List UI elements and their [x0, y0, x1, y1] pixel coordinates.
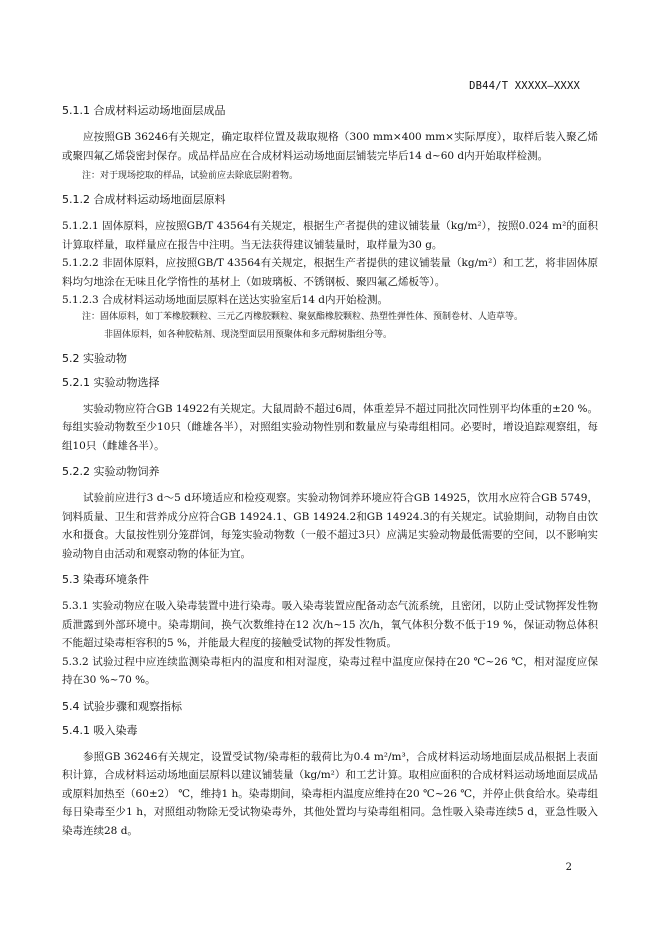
note-5-1-1: 注：对于现场挖取的样品，试验前应去除底层附着物。: [82, 171, 299, 181]
heading-5-1-2: 5.1.2 合成材料运动场地面层原料: [62, 193, 226, 206]
heading-5-4-1: 5.4.1 吸入染毒: [62, 723, 138, 737]
paragraph-5-4-1: 参照GB 36246有关规定，设置受试物/染毒柜的载荷比为0.4 m²/m³，合成材料运动场地面层成品根据上表面积计算，合成材料运动场地面层原料以建议铺装量（kg/m²）和工艺计算。取相应面积的合成材料运动场地面层成品或原料加热至（60±2） ℃，维持1 h。染毒期间，染毒柜内温度应维持在20 ℃~26 ℃，并停止供食给水。染毒组每日染毒至少1 h，对照组动物除无受试物染毒外，其他处置均与染毒组相同。急性吸入染毒连续5 d，亚急性吸入染毒连续28 d。: [62, 750, 598, 837]
heading-5-1-1: 5.1.1 合成材料运动场地面层成品: [62, 104, 226, 117]
document-id: DB44/T XXXXX—XXXX: [469, 80, 580, 92]
paragraph-5-1-2-1: 5.1.2.1 固体原料，应按照GB/T 43564有关规定，根据生产者提供的建议铺装量（kg/m²），按照0.024 m²的面积计算取样量，取样量应在报告中注明。当无法获得建议铺装量时，取样量为30 g。: [62, 220, 598, 251]
heading-5-2: 5.2 实验动物: [62, 351, 127, 365]
heading-5-3: 5.3 染毒环境条件: [62, 573, 149, 586]
paragraph-5-2-2: 试验前应进行3 d～5 d环境适应和检疫观察。实验动物饲养环境应符合GB 14925，饮用水应符合GB 5749，饲料质量、卫生和营养成分应符合GB 14924.1、GB 14924.2和GB 14924.3的有关规定。试验期间，动物自由饮水和摄食。大鼠按性别分笼群饲，每笼实验动物数（一般不超过3只）应满足实验动物最低需要的空间，以不影响实验动物自由活动和观察动物的体征为宜。: [62, 492, 598, 560]
heading-5-2-1: 5.2.1 实验动物选择: [62, 375, 160, 389]
page-number: 2: [565, 862, 572, 873]
paragraph-5-1-2-3: 5.1.2.3 合成材料运动场地面层原料在送达实验室后14 d内开始检测。: [62, 294, 388, 306]
paragraph-5-3-2: 5.3.2 试验过程中应连续监测染毒柜内的温度和相对湿度，染毒过程中温度应保持在20 ℃~26 ℃，相对湿度应保持在30 %~70 %。: [62, 655, 598, 686]
note-5-1-2-b: 非固体原料，如各种胶粘剂、现浇型面层用预聚体和多元醇树脂组分等。: [104, 329, 393, 340]
paragraph-5-1-1: 应按照GB 36246有关规定，确定取样位置及裁取规格（300 mm×400 mm×实际厚度），取样后装入聚乙烯或聚四氟乙烯袋密封保存。成品样品应在合成材料运动场地面层铺装完毕后14 d~60 d内开始取样检测。: [62, 131, 598, 162]
heading-5-4: 5.4 试验步骤和观察指标: [62, 699, 182, 713]
paragraph-5-2-1: 实验动物应符合GB 14922有关规定。大鼠周龄不超过6周，体重差异不超过同批次同性别平均体重的±20 %。每组实验动物数至少10只（雌雄各半），对照组实验动物性别和数量应与染毒组相同。必要时，增设追踪观察组，每组10只（雌雄各半）。: [62, 402, 598, 452]
note-5-1-2-a: 注：固体原料，如丁苯橡胶颗粒、三元乙丙橡胶颗粒、聚氨酯橡胶颗粒、热塑性弹性体、预制卷材、人造草等。: [82, 311, 524, 322]
paragraph-5-1-2-2: 5.1.2.2 非固体原料，应按照GB/T 43564有关规定，根据生产者提供的建议铺装量（kg/m²）和工艺，将非固体原料均匀地涂在无味且化学惰性的基材上（如玻璃板、不锈钢板、聚四氟乙烯板等）。: [62, 257, 598, 288]
paragraph-5-3-1: 5.3.1 实验动物应在吸入染毒装置中进行染毒。吸入染毒装置应配备动态气流系统，且密闭，以防止受试物挥发性物质泄露到外部环境中。染毒期间，换气次数维持在12 次/h~15 次/h，氧气体积分数不低于19 %，保证动物总体积不能超过染毒柜容积的5 %，并能最大程度的接触受试物的挥发性物质。: [62, 600, 598, 649]
document-body: [62, 104, 598, 840]
heading-5-2-2: 5.2.2 实验动物饲养: [62, 465, 160, 478]
